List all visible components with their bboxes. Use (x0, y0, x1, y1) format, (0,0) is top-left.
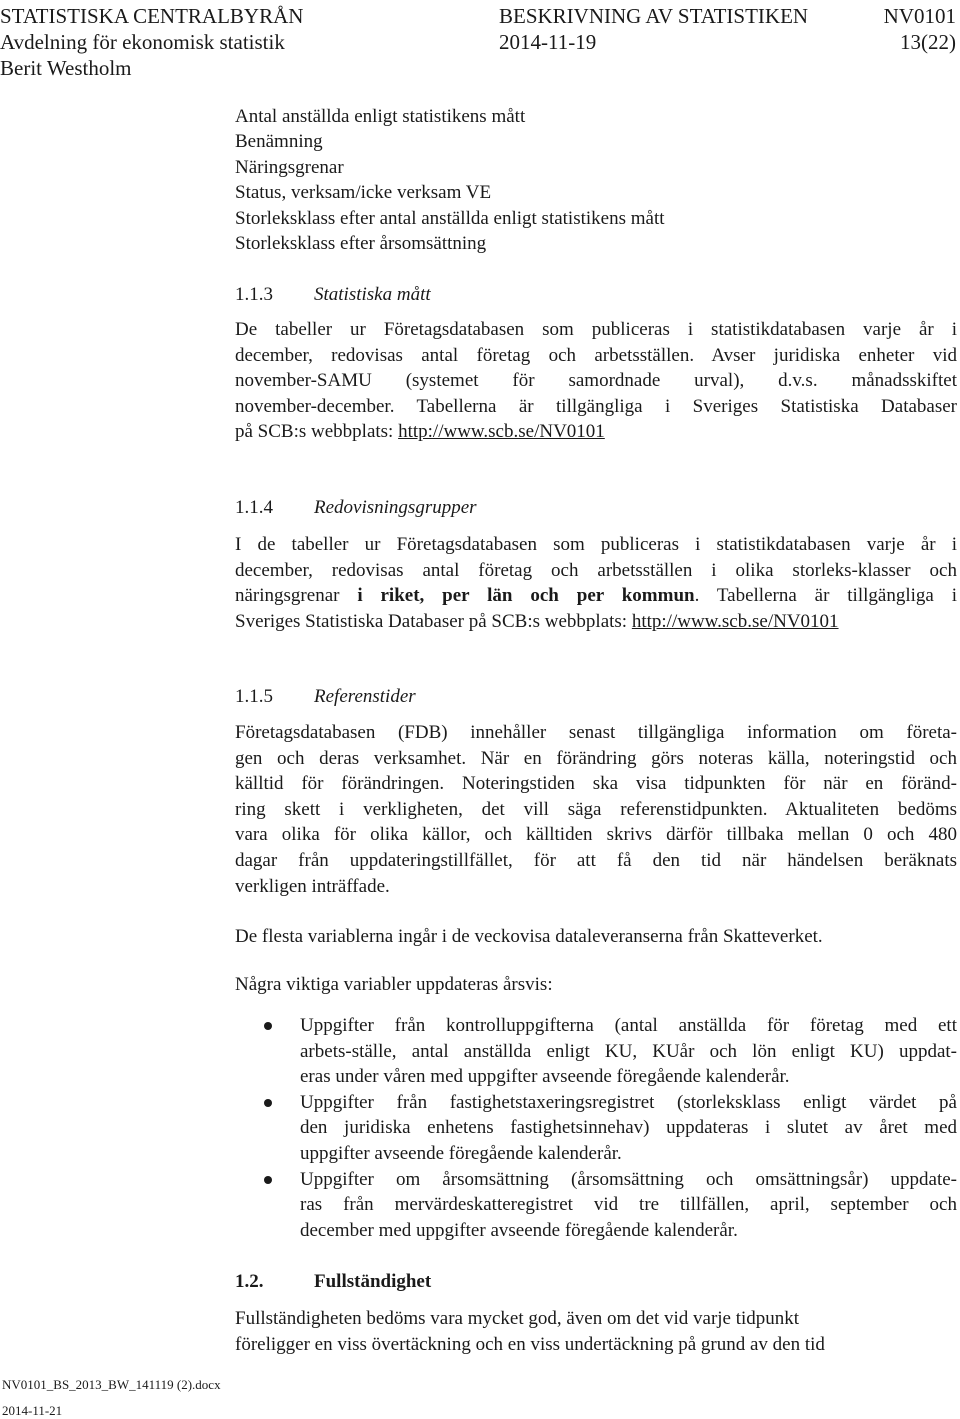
paragraph-line (235, 419, 957, 445)
variable-list-item: Status, verksam/icke verksam VE (235, 182, 492, 204)
list-item-line: Uppgifter om årsomsättning (årsomsättning och omsättningsår) uppdate- (300, 1168, 957, 1190)
variable-list-item: Benämning (235, 131, 323, 153)
paragraph-text: . Tabellerna är tillgängliga i (694, 585, 957, 607)
paragraph-line (235, 609, 957, 635)
list-item-line: ras från mervärdeskatteregistret vid tre tillfällen, april, september och (300, 1194, 957, 1216)
paragraph-line: ring skett i verkligheten, det vill säga referenstidpunkten. Aktualiteten bedöms (235, 798, 957, 820)
list-item-line: den juridiska enhetens fastighetsinnehav) uppdateras i slutet av året med (300, 1117, 957, 1139)
variable-list-item: Storleksklass efter antal anställda enligt statistikens mått (235, 207, 665, 229)
annual-variables-list (235, 1013, 957, 1243)
footer-date: 2014-11-21 (2, 1403, 63, 1418)
paragraph-line: december, redovisas antal företag och arbetsställen. Avser juridiska enheter vid (235, 344, 957, 366)
list-item-line: arbets-ställe, antal anställda enligt KU, KUår och lön enligt KU) uppdat- (300, 1040, 957, 1062)
list-item-line: december med uppgifter avseende föregående kalenderår. (300, 1219, 738, 1241)
section-number: 1.1.3 (235, 284, 273, 305)
section-title: Redovisningsgrupper (314, 497, 477, 518)
paragraph-line: De tabeller ur Företagsdatabasen som publiceras i statistikdatabasen varje år i (235, 319, 957, 340)
section-1-1-3-body (235, 317, 957, 445)
paragraph-line: dagar från uppdateringstillfället, för att få den tid när händelsen beräknats (235, 849, 957, 871)
header-page-number: 13(22) (900, 30, 956, 54)
section-number: 1.1.4 (235, 497, 273, 518)
paragraph-line: Företagsdatabasen (FDB) innehåller senast tillgängliga information om företa- (235, 722, 957, 743)
paragraph-line: De flesta variablerna ingår i de veckovisa dataleveranserna från Skatteverket. (235, 926, 823, 947)
paragraph-line: Fullständigheten bedöms vara mycket god, även om det vid varje tidpunkt (235, 1308, 800, 1329)
scb-link[interactable]: http://www.scb.se/NV0101 (398, 421, 605, 443)
variable-list-item: Näringsgrenar (235, 156, 344, 178)
paragraph-line: november-SAMU (systemet för samordnade urval), d.v.s. månadsskiftet (235, 370, 957, 392)
section-1-2-body (235, 1306, 957, 1357)
bullet-icon (264, 1022, 272, 1030)
footer-filename: NV0101_BS_2013_BW_141119 (2).docx (2, 1377, 221, 1392)
section-title: Fullständighet (314, 1271, 432, 1292)
section-1-1-5-paragraph-2 (235, 924, 957, 950)
header-doc-code: NV0101 (883, 4, 956, 28)
paragraph-line: vara olika för olika källor, och källtiden skrivs därför tillbaka mellan 0 och 480 (235, 824, 957, 846)
list-item-line: uppgifter avseende föregående kalenderår. (300, 1142, 622, 1164)
paragraph-line: Några viktiga variabler uppdateras årsvis: (235, 974, 553, 995)
list-item (235, 1013, 957, 1090)
section-number: 1.2. (235, 1271, 264, 1292)
section-heading-1-1-5 (235, 684, 957, 710)
list-item (235, 1090, 957, 1167)
paragraph-line: gen och deras verksamhet. När en förändring görs noteras källa, noteringstid och (235, 747, 957, 769)
list-item (235, 1167, 957, 1244)
scb-link[interactable]: http://www.scb.se/NV0101 (631, 610, 839, 632)
header-author: Berit Westholm (0, 56, 132, 80)
header-department: Avdelning för ekonomisk statistik (0, 30, 285, 54)
section-title: Statistiska mått (314, 284, 431, 305)
list-item-line: Uppgifter från kontrolluppgifterna (antal anställda för företag med ett (300, 1015, 957, 1036)
paragraph-line: källtid för förändringen. Noteringstiden ska visa tidpunkten för när en föränd- (235, 773, 957, 795)
paragraph-line: november-december. Tabellerna är tillgängliga i Sveriges Statistiska Databaser (235, 395, 957, 417)
list-item-line: Uppgifter från fastighetstaxeringsregistret (storleksklass enligt värdet på (300, 1091, 957, 1113)
paragraph-line: föreligger en viss övertäckning och en viss undertäckning på grund av den tid (235, 1333, 825, 1355)
bullet-icon (264, 1099, 272, 1107)
section-1-1-5-paragraph-1 (235, 720, 957, 899)
variable-list (235, 104, 957, 256)
section-1-1-5-paragraph-3 (235, 972, 957, 998)
paragraph-text: på SCB:s webbplats: (235, 421, 399, 443)
variable-list-item: Antal anställda enligt statistikens mått (235, 106, 526, 127)
bullet-icon (264, 1176, 272, 1184)
variable-list-item: Storleksklass efter årsomsättning (235, 232, 487, 254)
section-number: 1.1.5 (235, 686, 273, 707)
section-title: Referenstider (314, 686, 416, 707)
paragraph-text: näringsgrenar (235, 585, 358, 607)
header-doc-type: BESKRIVNING AV STATISTIKEN (499, 4, 809, 28)
header-org: STATISTISKA CENTRALBYRÅN (0, 4, 304, 28)
header-date: 2014-11-19 (499, 30, 597, 54)
section-heading-1-2 (235, 1269, 957, 1295)
section-1-1-4-body (235, 532, 957, 634)
paragraph-line: I de tabeller ur Företagsdatabasen som publiceras i statistikdatabasen varje år i (235, 534, 957, 555)
paragraph-line: verkligen inträffade. (235, 875, 390, 897)
section-heading-1-1-3 (235, 282, 957, 308)
paragraph-line: december, redovisas antal företag och arbetsställen i olika storleks-klasser och (235, 559, 957, 581)
list-item-line: eras under våren med uppgifter avseende föregående kalenderår. (300, 1066, 790, 1088)
section-heading-1-1-4 (235, 495, 957, 521)
paragraph-line (235, 583, 957, 609)
emphasis-text: i riket, per län och per kommun (357, 585, 695, 607)
paragraph-text: Sveriges Statistiska Databaser på SCB:s webbplats: (235, 610, 632, 632)
